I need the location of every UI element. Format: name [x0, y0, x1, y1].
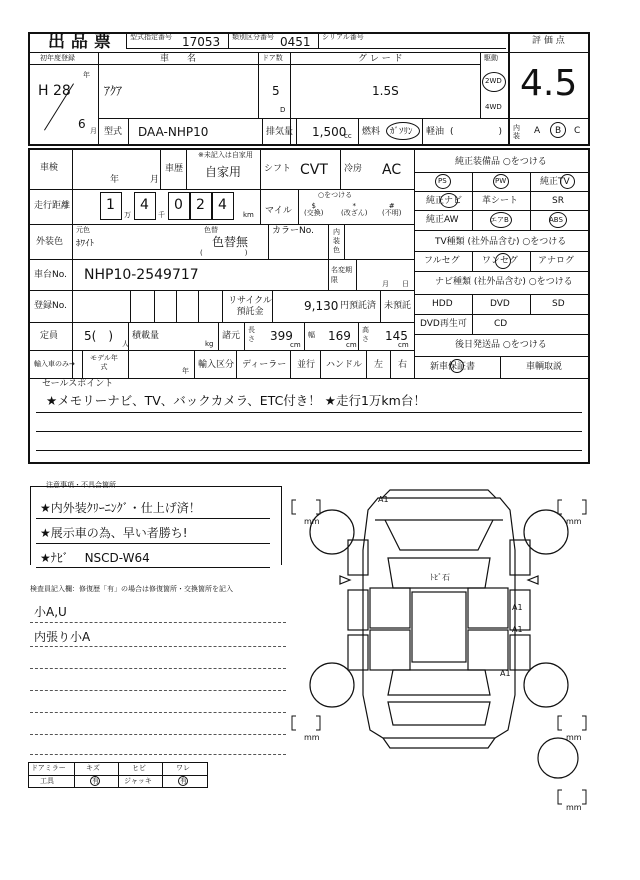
drive-2wd: 2WD: [485, 77, 502, 85]
inspection-month: 月: [150, 175, 160, 185]
recycle-unit: 円預託済: [340, 301, 377, 311]
sales-label: セールスポイント: [42, 379, 114, 389]
equip-aw: 純正AW: [426, 215, 459, 225]
tv-analog: アナログ: [538, 256, 575, 266]
drive-4wd: 4WD: [485, 103, 502, 111]
recycle-label: リサイクル預託金: [228, 296, 272, 317]
dvd-cd: CD: [494, 319, 508, 329]
swap-unknown: # (不明): [382, 202, 402, 217]
month-value: 6: [78, 117, 86, 131]
color-paren: ( ): [200, 249, 248, 257]
mm-fr: mm: [566, 517, 582, 526]
mileage-digit-1: 1: [100, 192, 122, 220]
mm-rr: mm: [566, 733, 582, 742]
mileage-sen: 千: [158, 211, 165, 219]
car-damage-diagram: [290, 480, 590, 810]
dvd-label: DVD再生可: [420, 319, 467, 329]
grade-value: 1.5S: [372, 84, 399, 98]
mileage-digit-4: 2: [190, 192, 212, 220]
name-change-day: 日: [402, 280, 409, 288]
legend-jack-yes: 有: [180, 777, 187, 785]
navi-hdd: HDD: [432, 299, 453, 309]
inspector-label: 検査員記入欄：修復歴「有」の場合は修復箇所・交換箇所を記入: [30, 585, 233, 593]
chassis-label: 車台No.: [34, 270, 67, 280]
tv-oneseg: ワンセグ: [482, 256, 519, 266]
bracket-rl: [292, 716, 320, 730]
chassis-value: NHP10-2549717: [84, 267, 199, 283]
equip-airbag: エアB: [490, 216, 509, 224]
notes-label: 注意事項・不具合箇所: [46, 481, 116, 489]
interior-label: 内装: [513, 124, 520, 140]
height-value: 145: [385, 329, 408, 343]
equip-leather: 革シート: [482, 196, 519, 206]
handle-left: 左: [374, 360, 384, 370]
mileage-digit-5: 4: [212, 192, 234, 220]
equipment-title: 純正装備品 ○をつける: [455, 157, 547, 167]
import-dealer: ディーラー: [242, 360, 287, 370]
legend-tool: 工具: [40, 777, 54, 785]
month-unit: 月: [90, 127, 97, 135]
mileage-label: 走行距離: [34, 201, 71, 211]
mile-label: マイル: [265, 206, 292, 216]
shift-label: シフト: [264, 164, 292, 174]
navi-sd: SD: [552, 299, 565, 309]
serial-label: シリアル番号: [322, 33, 364, 41]
dims-label: 諸元: [222, 331, 241, 341]
damage-chip: ﾄﾋﾞ石: [430, 573, 450, 582]
swap-exchange: $ (交換): [304, 202, 324, 217]
first-reg-label: 初年度登録: [40, 54, 75, 62]
model-designation-label: 型式指定番号: [130, 33, 172, 41]
swap-altered: * (改ざん): [341, 202, 368, 217]
cooler-value: AC: [382, 162, 402, 178]
damage-right-door: A1: [512, 603, 523, 612]
inspection-year: 年: [110, 175, 120, 185]
width-label: 幅: [308, 331, 315, 339]
displacement-label: 排気量: [266, 127, 294, 137]
later-warranty: 新車保証書: [430, 362, 476, 372]
capacity-unit: 人: [122, 340, 129, 348]
interior-c: C: [574, 126, 581, 136]
inspector-line-1: 小A,U: [34, 605, 67, 619]
interior-b: B: [555, 126, 562, 136]
mileage-man: 万: [124, 211, 131, 219]
era-year: H 28: [38, 83, 71, 99]
tv-title: TV種類 (社外品含む) ○をつける: [435, 237, 567, 247]
fuel-value: ｶﾞｿﾘﾝ: [390, 127, 413, 137]
capacity-label: 定員: [40, 331, 59, 341]
mm-spare: mm: [566, 803, 582, 810]
height-unit: cm: [398, 341, 409, 349]
sheet-title: 出 品 票: [48, 32, 111, 52]
oil-paren: ( ): [450, 127, 503, 137]
history-value: 自家用: [205, 165, 242, 179]
original-color: ﾎﾜｲﾄ: [76, 239, 95, 249]
doors-label: ドア数: [262, 54, 283, 62]
color-code-label: 色替: [204, 226, 218, 234]
category-label: 類別区分番号: [232, 33, 274, 41]
bracket-fr: [558, 500, 586, 514]
interior-a: A: [534, 126, 541, 136]
mm-rl: mm: [304, 733, 320, 742]
notes-line-3: ★ﾅﾋﾞ NSCD-W64: [40, 551, 150, 565]
interior-color-label: 内装色: [333, 228, 340, 254]
doors-value: 5: [272, 84, 280, 98]
wheel-rear-left: [310, 663, 354, 707]
tv-fullseg: フルセグ: [424, 256, 460, 266]
color-no-label: カラーNo.: [272, 226, 314, 236]
legend-jack: ジャッキ: [124, 777, 152, 785]
equip-navi: 純正ナビ: [426, 196, 463, 206]
car-name: ｱｸｱ: [104, 84, 123, 98]
legend-crack: ヒビ: [132, 764, 146, 772]
navi-title: ナビ種類 (社外品含む) ○をつける: [435, 277, 573, 287]
model-label: 型式: [104, 127, 123, 137]
damage-rear-right: A1: [500, 669, 511, 678]
category-value: 0451: [280, 35, 311, 49]
load-unit: kg: [205, 340, 214, 348]
history-note: ※未記入は自家用: [198, 151, 253, 159]
mileage-digit-3: 0: [168, 192, 190, 220]
cooler-label: 冷房: [344, 164, 363, 174]
swap-title: ○をつける: [318, 191, 353, 199]
bracket-rr: [558, 716, 586, 730]
score-label: 評 価 点: [532, 36, 565, 46]
model-year-unit: 年: [182, 367, 189, 375]
color-change: 色替無: [212, 235, 249, 249]
bracket-spare: [558, 790, 586, 804]
equip-pw: PW: [495, 177, 507, 185]
model-value: DAA-NHP10: [138, 125, 209, 139]
inspection-label: 車検: [40, 163, 59, 173]
damage-front: A1: [378, 495, 389, 504]
capacity-value: 5( ): [84, 329, 113, 343]
displacement-value: 1,500: [312, 125, 347, 139]
legend-break: ワレ: [176, 764, 190, 772]
original-color-label: 元色: [76, 226, 90, 234]
year-unit: 年: [83, 71, 90, 79]
inspector-line-2: 内張り小A: [34, 630, 91, 644]
bracket-fl: [292, 500, 320, 514]
damage-right-rear: A1: [512, 625, 523, 634]
drive-label: 駆動: [484, 54, 498, 62]
name-change-label: 名変期限: [331, 266, 352, 284]
notes-line-2: ★展示車の為、早い者勝ち!: [40, 526, 188, 540]
later-title: 後日発送品 ○をつける: [455, 340, 547, 350]
fuel-label: 燃料: [362, 127, 381, 137]
import-parallel: 並行: [297, 360, 316, 370]
handle-label: ハンドル: [326, 360, 363, 370]
navi-dvd: DVD: [490, 299, 510, 309]
doors-type: D: [280, 106, 286, 114]
handle-right: 右: [398, 360, 408, 370]
recycle-value: 9,130: [304, 299, 339, 313]
mm-fl: mm: [304, 517, 320, 526]
later-manual: 車輌取説: [526, 362, 563, 372]
height-label: 高さ: [362, 326, 369, 343]
grade-label: グ レ ー ド: [358, 54, 403, 64]
notes-line-1: ★内外装ｸﾘｰﾆﾝｸﾞ・仕上げ済！: [40, 501, 201, 515]
equip-ps: PS: [438, 177, 447, 185]
legend-mirror: ドアミラー: [31, 764, 66, 772]
car-name-label: 車 名: [160, 54, 197, 64]
legend-scratch: キズ: [86, 764, 100, 772]
later-warranty-circle: [450, 359, 464, 373]
spare-wheel: [538, 738, 578, 778]
displacement-unit: cc: [344, 132, 352, 140]
registration-label: 登録No.: [34, 301, 67, 311]
model-year-label: モデル年式: [90, 354, 118, 371]
equip-sr: SR: [552, 196, 564, 206]
import-label: 輸入車のみ→: [34, 360, 75, 368]
legend-tool-yes: 有: [92, 777, 99, 785]
score-value: 4.5: [520, 63, 578, 104]
mileage-digit-2: 4: [134, 192, 156, 220]
length-value: 399: [270, 329, 293, 343]
name-change-month: 月: [382, 280, 389, 288]
sales-text: ★メモリーナビ、TV、バックカメラ、ETC付き！ ★走行1万km台！: [46, 393, 426, 408]
load-label: 積載量: [132, 331, 160, 341]
oil-label: 軽油: [426, 127, 445, 137]
width-value: 169: [328, 329, 351, 343]
length-unit: cm: [290, 341, 301, 349]
mileage-km: km: [243, 211, 254, 219]
width-unit: cm: [346, 341, 357, 349]
exterior-color-label: 外装色: [36, 237, 64, 247]
import-cat-label: 輸入区分: [198, 360, 235, 370]
recycle-unpaid: 未預託: [384, 301, 412, 311]
length-label: 長さ: [248, 326, 255, 343]
history-label: 車歴: [165, 164, 184, 174]
shift-value: CVT: [300, 162, 328, 178]
equip-abs: ABS: [549, 216, 563, 224]
model-designation-value: 17053: [182, 35, 221, 49]
equip-tv: 純正TV: [540, 177, 570, 187]
